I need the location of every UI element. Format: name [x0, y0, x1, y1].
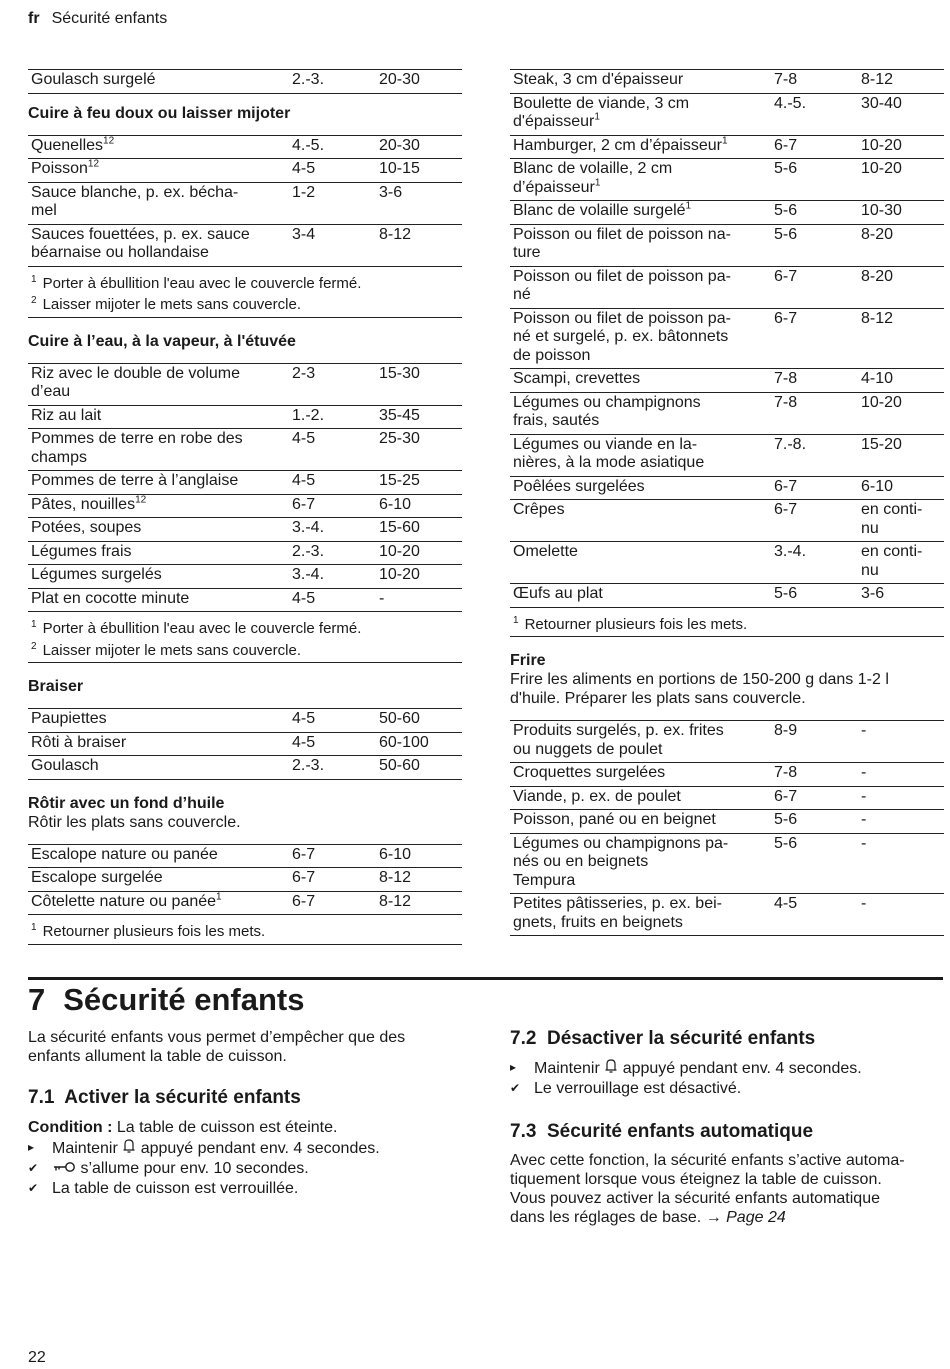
power-level-cell: 6-7 — [289, 891, 376, 915]
table-simmer — [28, 135, 462, 267]
duration-cell: 8-12 — [858, 308, 944, 369]
power-level-cell: 2.-3. — [289, 541, 376, 565]
duration-cell: - — [376, 588, 462, 612]
table-row — [28, 565, 462, 589]
header-title: Sécurité enfants — [51, 10, 168, 27]
step-text: Maintenir — [534, 1060, 605, 1077]
food-cell: Œufs au plat — [510, 584, 771, 608]
power-level-cell: 7-8 — [771, 392, 858, 434]
section-intro: Frire les aliments en portions de 150-200 g dans 1-2 l d'huile. Préparer les plats sans couvercle. — [510, 671, 889, 707]
power-level-cell: 2-3 — [289, 363, 376, 405]
footnote-number: 2 — [31, 640, 37, 652]
food-cell: Pommes de terre en robe des champs — [28, 429, 289, 471]
power-level-cell: 6-7 — [289, 494, 376, 518]
table-row — [28, 518, 462, 542]
section-heading — [28, 1088, 462, 1107]
power-level-cell: 1.-2. — [289, 405, 376, 429]
duration-cell: - — [858, 763, 944, 787]
food-cell: Poisson, pané ou en beignet — [510, 810, 771, 834]
food-cell: Blanc de volaille, 2 cm d’épaisseur$^1$ — [510, 159, 771, 201]
lock-touch-key-icon — [122, 1138, 136, 1158]
table-boil — [28, 363, 462, 613]
duration-cell: 10-20 — [858, 392, 944, 434]
page-reference-link[interactable]: → Page 24 — [705, 1209, 786, 1226]
power-level-cell: 4-5 — [289, 709, 376, 733]
duration-cell: 3-6 — [858, 584, 944, 608]
table-row — [28, 363, 462, 405]
right-column — [510, 69, 944, 936]
power-level-cell: 7-8 — [771, 70, 858, 94]
duration-cell: - — [858, 786, 944, 810]
food-cell: Plat en cocotte minute — [28, 588, 289, 612]
footnote-text: Laisser mijoter le mets sans couvercle. — [42, 296, 301, 313]
power-level-cell: 3.-4. — [289, 565, 376, 589]
duration-cell: 10-20 — [858, 135, 944, 159]
food-cell: Goulasch — [28, 756, 289, 780]
footnotes — [28, 612, 462, 663]
duration-cell: 10-30 — [858, 201, 944, 225]
footnote-number: 1 — [31, 273, 37, 285]
power-level-cell: 4-5 — [289, 429, 376, 471]
running-header — [28, 10, 167, 28]
duration-cell: en conti- nu — [858, 500, 944, 542]
table-row — [28, 70, 462, 94]
table-row — [510, 584, 944, 608]
result-step — [28, 1159, 462, 1178]
duration-cell: en conti- nu — [858, 542, 944, 584]
table-row — [510, 833, 944, 894]
food-cell: Viande, p. ex. de poulet — [510, 786, 771, 810]
table-top-rows — [28, 69, 462, 94]
footnote-number: 1 — [31, 619, 37, 630]
table-row — [28, 844, 462, 868]
power-level-cell: 4-5 — [289, 471, 376, 495]
instruction-step — [28, 1138, 462, 1158]
power-level-cell: 5-6 — [771, 224, 858, 266]
triangle-bullet-icon: ▸ — [510, 1060, 517, 1074]
chapter-heading — [28, 982, 304, 1018]
result-text: s’allume pour env. 10 secondes. — [76, 1160, 309, 1177]
step-text: appuyé pendant env. 4 secondes. — [136, 1140, 380, 1157]
food-cell: Poisson$^{12}$ — [28, 159, 289, 183]
food-cell: Paupiettes — [28, 709, 289, 733]
food-cell: Rôti à braiser — [28, 732, 289, 756]
food-cell: Riz avec le double de volume d’eau — [28, 363, 289, 405]
result-text: Le verrouillage est désactivé. — [534, 1080, 742, 1097]
food-cell: Scampi, crevettes — [510, 369, 771, 393]
duration-cell: 10-20 — [376, 541, 462, 565]
table-row — [510, 894, 944, 936]
table-row — [28, 224, 462, 266]
food-cell: Poisson ou filet de poisson pa- né et surgelé, p. ex. bâtonnets de poisson — [510, 308, 771, 369]
section-title: Rôtir avec un fond d’huile — [28, 794, 225, 812]
section-title: Désactiver la sécurité enfants — [546, 1028, 816, 1049]
duration-cell: - — [858, 810, 944, 834]
footnote-text: Porter à ébullition l'eau avec le couvercle fermé. — [42, 274, 362, 292]
section-title: Cuire à feu doux ou laisser mijoter — [28, 104, 291, 122]
food-cell: Légumes ou champignons pa- nés ou en beignets Tempura — [510, 833, 771, 894]
table-row — [510, 810, 944, 834]
result-step — [510, 1079, 944, 1098]
duration-cell: 15-60 — [376, 518, 462, 542]
food-cell: Sauces fouettées, p. ex. sauce béarnaise ou hollandaise — [28, 224, 289, 266]
food-cell: Blanc de volaille surgelé$^1$ — [510, 201, 771, 225]
section-body — [510, 1151, 946, 1227]
footnote — [31, 292, 462, 314]
table-row — [510, 224, 944, 266]
duration-cell: 8-20 — [858, 224, 944, 266]
footnote — [513, 612, 944, 634]
checkmark-icon: ✔ — [28, 1161, 39, 1175]
food-cell: Poisson ou filet de poisson na- ture — [510, 224, 771, 266]
footnotes — [510, 608, 944, 638]
duration-cell: 20-30 — [376, 135, 462, 159]
duration-cell: 8-12 — [376, 891, 462, 915]
table-row — [510, 159, 944, 201]
chapter-rule — [28, 977, 943, 980]
food-cell: Produits surgelés, p. ex. frites ou nuggets de poulet — [510, 721, 771, 763]
food-cell: Potées, soupes — [28, 518, 289, 542]
table-row — [28, 429, 462, 471]
table-row — [510, 542, 944, 584]
table-row — [28, 588, 462, 612]
food-cell: Escalope nature ou panée — [28, 844, 289, 868]
table-row — [28, 159, 462, 183]
food-cell: Omelette — [510, 542, 771, 584]
food-cell: Quenelles$^{12}$ — [28, 135, 289, 159]
table-row — [28, 709, 462, 733]
duration-cell: 8-12 — [376, 224, 462, 266]
step-text: Maintenir — [52, 1140, 123, 1157]
food-cell: Steak, 3 cm d'épaisseur — [510, 70, 771, 94]
section-title: Braiser — [28, 678, 84, 695]
power-level-cell: 7.-8. — [771, 434, 858, 476]
power-level-cell: 3.-4. — [289, 518, 376, 542]
power-level-cell: 4.-5. — [771, 93, 858, 135]
table-row — [510, 786, 944, 810]
power-level-cell: 5-6 — [771, 201, 858, 225]
table-row — [28, 891, 462, 915]
duration-cell: - — [858, 833, 944, 894]
duration-cell: 60-100 — [376, 732, 462, 756]
duration-cell: - — [858, 894, 944, 936]
footnote-marker: 1 — [594, 111, 600, 123]
power-level-cell: 8-9 — [771, 721, 858, 763]
section-intro: Rôtir les plats sans couvercle. — [28, 813, 241, 831]
lock-touch-key-icon — [604, 1058, 618, 1078]
result-text: La table de cuisson est verrouillée. — [52, 1180, 299, 1197]
footnote-text: Porter à ébullition l'eau avec le couvercle fermé. — [42, 620, 362, 637]
food-cell: Légumes frais — [28, 541, 289, 565]
power-level-cell: 6-7 — [771, 500, 858, 542]
table-row — [28, 756, 462, 780]
duration-cell: 50-60 — [376, 756, 462, 780]
duration-cell: 10-15 — [376, 159, 462, 183]
footnote — [31, 271, 462, 293]
table-braise — [28, 708, 462, 780]
table-fry — [510, 720, 944, 936]
step-text: appuyé pendant env. 4 secondes. — [618, 1060, 862, 1077]
footnote-number: 1 — [513, 614, 519, 626]
condition-label: Condition : — [28, 1119, 113, 1136]
duration-cell: 6-10 — [858, 476, 944, 500]
food-cell: Hamburger, 2 cm d’épaisseur$^1$ — [510, 135, 771, 159]
section-title: Sécurité enfants automatique — [546, 1121, 814, 1142]
page-number: 22 — [28, 1349, 46, 1366]
table-row — [510, 476, 944, 500]
power-level-cell: 2.-3. — [289, 756, 376, 780]
footnote — [31, 638, 462, 660]
food-cell: Riz au lait — [28, 405, 289, 429]
section-7-2 — [510, 1029, 944, 1098]
table-row — [510, 369, 944, 393]
footnote-text: Retourner plusieurs fois les mets. — [42, 923, 266, 940]
table-row — [28, 471, 462, 495]
table-row — [510, 201, 944, 225]
power-level-cell: 6-7 — [771, 135, 858, 159]
section-number: 7.1 — [28, 1087, 55, 1108]
duration-cell: 4-10 — [858, 369, 944, 393]
footnote-marker: 12 — [103, 135, 115, 147]
result-step — [28, 1179, 462, 1198]
footnote-marker: 1 — [216, 891, 222, 903]
duration-cell: 50-60 — [376, 709, 462, 733]
table-row — [28, 541, 462, 565]
duration-cell: 8-12 — [376, 868, 462, 892]
food-cell: Goulasch surgelé — [28, 70, 289, 94]
footnotes — [28, 267, 462, 318]
checkmark-icon: ✔ — [510, 1081, 521, 1095]
table-row — [510, 392, 944, 434]
table-row — [28, 868, 462, 892]
section-title: Activer la sécurité enfants — [64, 1087, 301, 1108]
language-code: fr — [28, 10, 40, 27]
duration-cell: 10-20 — [376, 565, 462, 589]
body-text: Avec cette fonction, la sécurité enfants s’active automa- tiquement lorsque vous éteignez la table de cuisson. Vous pouvez activer la sécurité enfants automatique dans les réglages de base. — [510, 1152, 905, 1226]
power-level-cell: 7-8 — [771, 763, 858, 787]
food-cell: Pommes de terre à l’anglaise — [28, 471, 289, 495]
table-row — [510, 763, 944, 787]
chapter-intro: La sécurité enfants vous permet d’empêcher que des enfants allument la table de cuisson. — [28, 1029, 406, 1065]
section-title: Cuire à l’eau, à la vapeur, à l'étuvée — [28, 332, 296, 350]
duration-cell: 6-10 — [376, 494, 462, 518]
section-number: 7.2 — [510, 1028, 537, 1049]
duration-cell: 20-30 — [376, 70, 462, 94]
food-cell: Sauce blanche, p. ex. bécha- mel — [28, 182, 289, 224]
footnote-marker: 12 — [87, 158, 100, 170]
food-cell: Poêlées surgelées — [510, 476, 771, 500]
power-level-cell: 6-7 — [771, 476, 858, 500]
chapter-title: Sécurité enfants — [63, 982, 305, 1017]
footnote-marker: 1 — [594, 177, 601, 189]
footnote-marker: 1 — [685, 200, 692, 212]
table-row — [28, 182, 462, 224]
table-row — [28, 135, 462, 159]
table-row — [510, 434, 944, 476]
instruction-step — [510, 1058, 944, 1078]
table-row — [510, 500, 944, 542]
table-row — [28, 405, 462, 429]
footnote-marker: 12 — [135, 494, 147, 506]
power-level-cell: 4-5 — [289, 159, 376, 183]
power-level-cell: 6-7 — [771, 308, 858, 369]
table-roast-continued — [510, 69, 944, 608]
food-cell: Crêpes — [510, 500, 771, 542]
footnotes — [28, 915, 462, 945]
power-level-cell: 5-6 — [771, 833, 858, 894]
table-row — [510, 721, 944, 763]
footnote — [31, 919, 462, 941]
table-row — [28, 494, 462, 518]
food-cell: Légumes ou champignons frais, sautés — [510, 392, 771, 434]
power-level-cell: 5-6 — [771, 159, 858, 201]
duration-cell: 15-25 — [376, 471, 462, 495]
table-roast — [28, 844, 462, 916]
duration-cell: 8-20 — [858, 266, 944, 308]
power-level-cell: 4.-5. — [289, 135, 376, 159]
condition — [28, 1118, 462, 1137]
chapter-number: 7 — [28, 982, 46, 1017]
duration-cell: - — [858, 721, 944, 763]
table-row — [510, 93, 944, 135]
power-level-cell: 6-7 — [771, 266, 858, 308]
power-level-cell: 7-8 — [771, 369, 858, 393]
power-level-cell: 2.-3. — [289, 70, 376, 94]
table-row — [28, 732, 462, 756]
duration-cell: 30-40 — [858, 93, 944, 135]
power-level-cell: 4-5 — [289, 732, 376, 756]
food-cell: Légumes surgelés — [28, 565, 289, 589]
power-level-cell: 3.-4. — [771, 542, 858, 584]
section-heading — [510, 1029, 944, 1048]
duration-cell: 15-20 — [858, 434, 944, 476]
condition-text: La table de cuisson est éteinte. — [112, 1119, 338, 1136]
food-cell: Pâtes, nouilles$^{12}$ — [28, 494, 289, 518]
footnote-marker: 1 — [721, 135, 728, 147]
section-number: 7.3 — [510, 1121, 537, 1142]
section-title: Frire — [510, 652, 546, 669]
duration-cell: 35-45 — [376, 405, 462, 429]
left-column — [28, 69, 462, 945]
footnote-number: 1 — [31, 922, 37, 933]
footnote-text: Laisser mijoter le mets sans couvercle. — [42, 641, 301, 659]
duration-cell: 3-6 — [376, 182, 462, 224]
food-cell: Poisson ou filet de poisson pa- né — [510, 266, 771, 308]
key-symbol-icon — [52, 1159, 76, 1178]
food-cell: Croquettes surgelées — [510, 763, 771, 787]
table-row — [510, 266, 944, 308]
duration-cell: 6-10 — [376, 844, 462, 868]
food-cell: Petites pâtisseries, p. ex. bei- gnets, fruits en beignets — [510, 894, 771, 936]
food-cell: Escalope surgelée — [28, 868, 289, 892]
power-level-cell: 6-7 — [771, 786, 858, 810]
power-level-cell: 1-2 — [289, 182, 376, 224]
duration-cell: 15-30 — [376, 363, 462, 405]
power-level-cell: 6-7 — [289, 868, 376, 892]
table-row — [510, 135, 944, 159]
duration-cell: 25-30 — [376, 429, 462, 471]
table-row — [510, 70, 944, 94]
duration-cell: 10-20 — [858, 159, 944, 201]
footnote-text: Retourner plusieurs fois les mets. — [524, 615, 748, 633]
footnote — [31, 616, 462, 638]
section-7-1 — [28, 1088, 462, 1198]
food-cell: Boulette de viande, 3 cm d'épaisseur$^1$ — [510, 93, 771, 135]
power-level-cell: 5-6 — [771, 584, 858, 608]
section-heading — [510, 1122, 946, 1141]
power-level-cell: 5-6 — [771, 810, 858, 834]
power-level-cell: 4-5 — [771, 894, 858, 936]
power-level-cell: 6-7 — [289, 844, 376, 868]
footnote-number: 2 — [31, 295, 37, 306]
checkmark-icon: ✔ — [28, 1181, 39, 1195]
food-cell: Côtelette nature ou panée$^1$ — [28, 891, 289, 915]
table-row — [510, 308, 944, 369]
duration-cell: 8-12 — [858, 70, 944, 94]
power-level-cell: 3-4 — [289, 224, 376, 266]
food-cell: Légumes ou viande en la- nières, à la mode asiatique — [510, 434, 771, 476]
power-level-cell: 4-5 — [289, 588, 376, 612]
triangle-bullet-icon: ▸ — [28, 1140, 35, 1154]
section-7-3 — [510, 1122, 946, 1227]
